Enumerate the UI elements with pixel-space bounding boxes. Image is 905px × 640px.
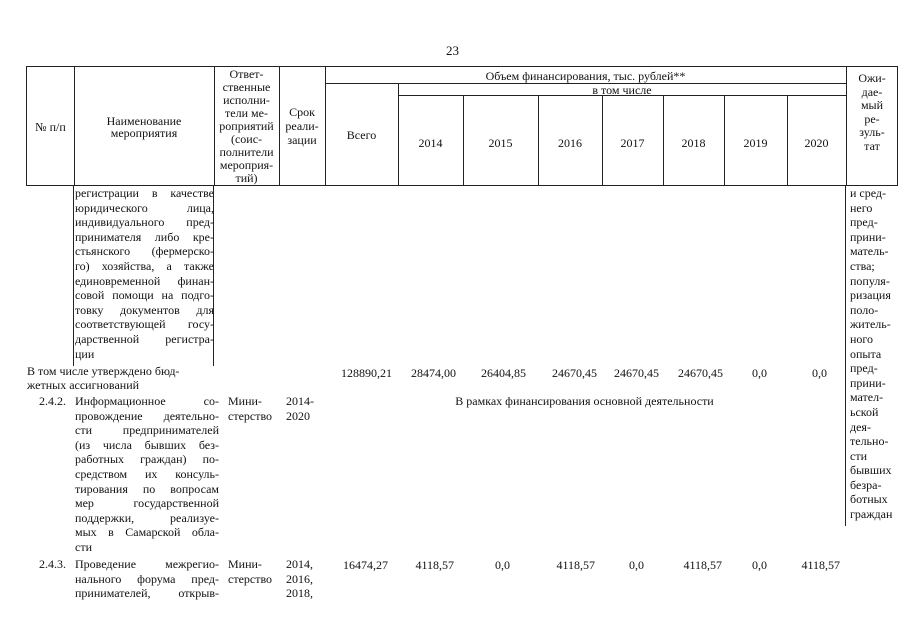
responsible-line: стерство — [228, 408, 273, 423]
row-term — [286, 557, 313, 601]
result-line: поло- — [850, 302, 879, 317]
name-line: единовременной финан- — [75, 273, 214, 288]
header-term-line: зации — [287, 133, 317, 147]
row-name — [75, 394, 219, 555]
result-line: ного — [850, 331, 874, 346]
name-line: стьянского (фермерско- — [75, 244, 214, 259]
name-line: юридического лица, — [75, 200, 214, 215]
result-line: популя- — [850, 273, 890, 288]
result-line: мател- — [850, 390, 884, 405]
page-number: 23 — [446, 43, 459, 58]
row-name — [75, 557, 219, 601]
result-line: бывших — [850, 463, 892, 478]
header-funding-title: Объем финансирования, тыс. рублей** — [485, 69, 686, 83]
name-line: товку документов для — [75, 302, 214, 317]
row-value-2016: 4118,57 — [556, 558, 595, 572]
row-total: 16474,27 — [343, 558, 388, 572]
header-resp-line: Ответ- — [229, 67, 264, 81]
header-resp-line: тий) — [235, 171, 258, 185]
header-term-line: Срок — [289, 105, 315, 119]
row-value-2017: 0,0 — [629, 558, 644, 572]
header-number: № п/п — [35, 120, 66, 134]
budget-value-2017: 24670,45 — [614, 366, 659, 380]
responsible-line: Мини- — [228, 557, 262, 571]
result-line: ботных — [850, 492, 888, 507]
row-responsible — [228, 557, 272, 586]
header-year: 2015 — [488, 136, 513, 150]
row-value-2020: 4118,57 — [801, 558, 840, 572]
name-line: поддержки, реализуе- — [75, 510, 219, 525]
name-line: индивидуального пред- — [75, 215, 214, 230]
name-line: принимателя либо кре- — [75, 229, 214, 244]
name-line: мых в Самарской обла- — [75, 525, 219, 540]
budget-label-line2: жетных ассигнований — [27, 378, 140, 392]
name-line: провождение деятельно- — [75, 408, 219, 423]
name-line: го) хозяйства, а также — [75, 258, 214, 273]
result-line: ства; — [850, 258, 875, 273]
header-year: 2020 — [804, 136, 829, 150]
header-year: 2018 — [681, 136, 706, 150]
responsible-line: стерство — [228, 571, 273, 586]
result-line: ьской — [850, 404, 879, 419]
row-number: 2.4.3. — [39, 557, 66, 571]
row-value-2018: 4118,57 — [683, 558, 722, 572]
header-year: 2019 — [743, 136, 768, 150]
header-result-line: ре- — [864, 111, 880, 126]
name-line: совой помощи на подго- — [75, 288, 214, 303]
header-resp-line: мероприя- — [219, 158, 274, 172]
row-value-2015: 0,0 — [495, 558, 510, 572]
budget-total: 128890,21 — [341, 366, 392, 380]
header-name — [74, 115, 214, 139]
header-name-line: Наименование — [106, 114, 182, 128]
header-year: 2016 — [558, 136, 582, 150]
name-line: нального форума пред- — [75, 571, 219, 586]
name-line: средством их консуль- — [75, 466, 219, 481]
name-line: мер государственной — [75, 496, 219, 511]
budget-value-2020: 0,0 — [812, 366, 827, 380]
header-resp-line: исполни- — [223, 93, 270, 107]
row-responsible — [228, 394, 272, 423]
row-value-2014: 4118,57 — [415, 558, 454, 572]
header-resp-line: тели ме- — [225, 106, 268, 120]
result-line: ризация — [850, 288, 891, 303]
result-line: пред- — [850, 215, 878, 230]
header-year: 2014 — [418, 136, 443, 150]
result-line: опыта — [850, 346, 882, 361]
budget-value-2018: 24670,45 — [678, 366, 723, 380]
name-line: дарственной регистра- — [75, 331, 214, 346]
row-value-2019: 0,0 — [752, 558, 767, 572]
continued-name — [75, 186, 214, 361]
header-result-line: дае- — [861, 84, 883, 99]
header-total: Всего — [346, 128, 377, 142]
result-line: пред- — [850, 361, 878, 376]
header-result — [846, 72, 898, 153]
header-name-line: мероприятия — [110, 126, 178, 140]
result-line: прини- — [850, 229, 886, 244]
header-year: 2017 — [620, 136, 645, 150]
result-line: матель- — [850, 244, 889, 259]
name-line: принимателей, открыв- — [75, 586, 219, 601]
table-header — [26, 66, 898, 186]
responsible-line: Мини- — [228, 394, 262, 408]
name-line: (из числа бывших без- — [75, 437, 219, 452]
budget-value-2015: 26404,85 — [481, 366, 526, 380]
budget-value-2016: 24670,45 — [552, 366, 597, 380]
term-line: 2020 — [286, 408, 310, 423]
budget-value-2019: 0,0 — [752, 366, 767, 380]
name-line: Информационное со- — [75, 394, 219, 408]
result-line: сти — [850, 448, 867, 463]
budget-value-2014: 28474,00 — [411, 366, 456, 380]
result-line: него — [850, 200, 873, 215]
term-line: 2014, — [286, 557, 313, 571]
name-line: регистрации в качестве — [75, 186, 214, 200]
name-line: Проведение межрегио- — [75, 557, 219, 571]
name-line: работных граждан) по- — [75, 452, 219, 467]
header-term-line: реали- — [285, 119, 319, 133]
header-result-line: зуль- — [859, 125, 885, 139]
budget-label-line1: В том числе утверждено бюд- — [27, 364, 180, 378]
result-line: граждан — [850, 507, 893, 522]
header-resp-line: (соис- — [230, 132, 263, 146]
term-line: 2018, — [286, 586, 313, 601]
row-term — [286, 394, 314, 423]
result-line: тельно- — [850, 434, 889, 449]
result-line: прини- — [850, 375, 886, 390]
header-responsible — [214, 68, 279, 185]
header-including: в том числе — [592, 83, 652, 97]
header-resp-line: ственные — [222, 80, 271, 94]
name-line: ции — [75, 346, 95, 361]
result-line: дея- — [850, 419, 871, 434]
result-line: безра- — [850, 477, 882, 492]
term-line: 2014- — [286, 394, 314, 408]
name-line: сти предпринимателей — [75, 423, 219, 438]
name-line: сти — [75, 539, 92, 554]
header-resp-line: роприятий — [219, 119, 274, 133]
name-line: тирования по вопросам — [75, 481, 219, 496]
result-column — [850, 186, 892, 522]
result-line: и сред- — [850, 186, 887, 200]
header-result-line: мый — [860, 98, 884, 112]
name-line: соответствующей госу- — [75, 317, 214, 332]
result-line: житель- — [850, 317, 891, 332]
header-result-line: Ожи- — [858, 71, 886, 85]
funding-note: В рамках финансирования основной деятельности — [455, 394, 714, 408]
header-term — [279, 105, 325, 147]
term-line: 2016, — [286, 571, 313, 586]
row-number: 2.4.2. — [39, 394, 66, 408]
header-result-line: тат — [864, 138, 880, 153]
header-resp-line: полнители — [219, 145, 274, 159]
